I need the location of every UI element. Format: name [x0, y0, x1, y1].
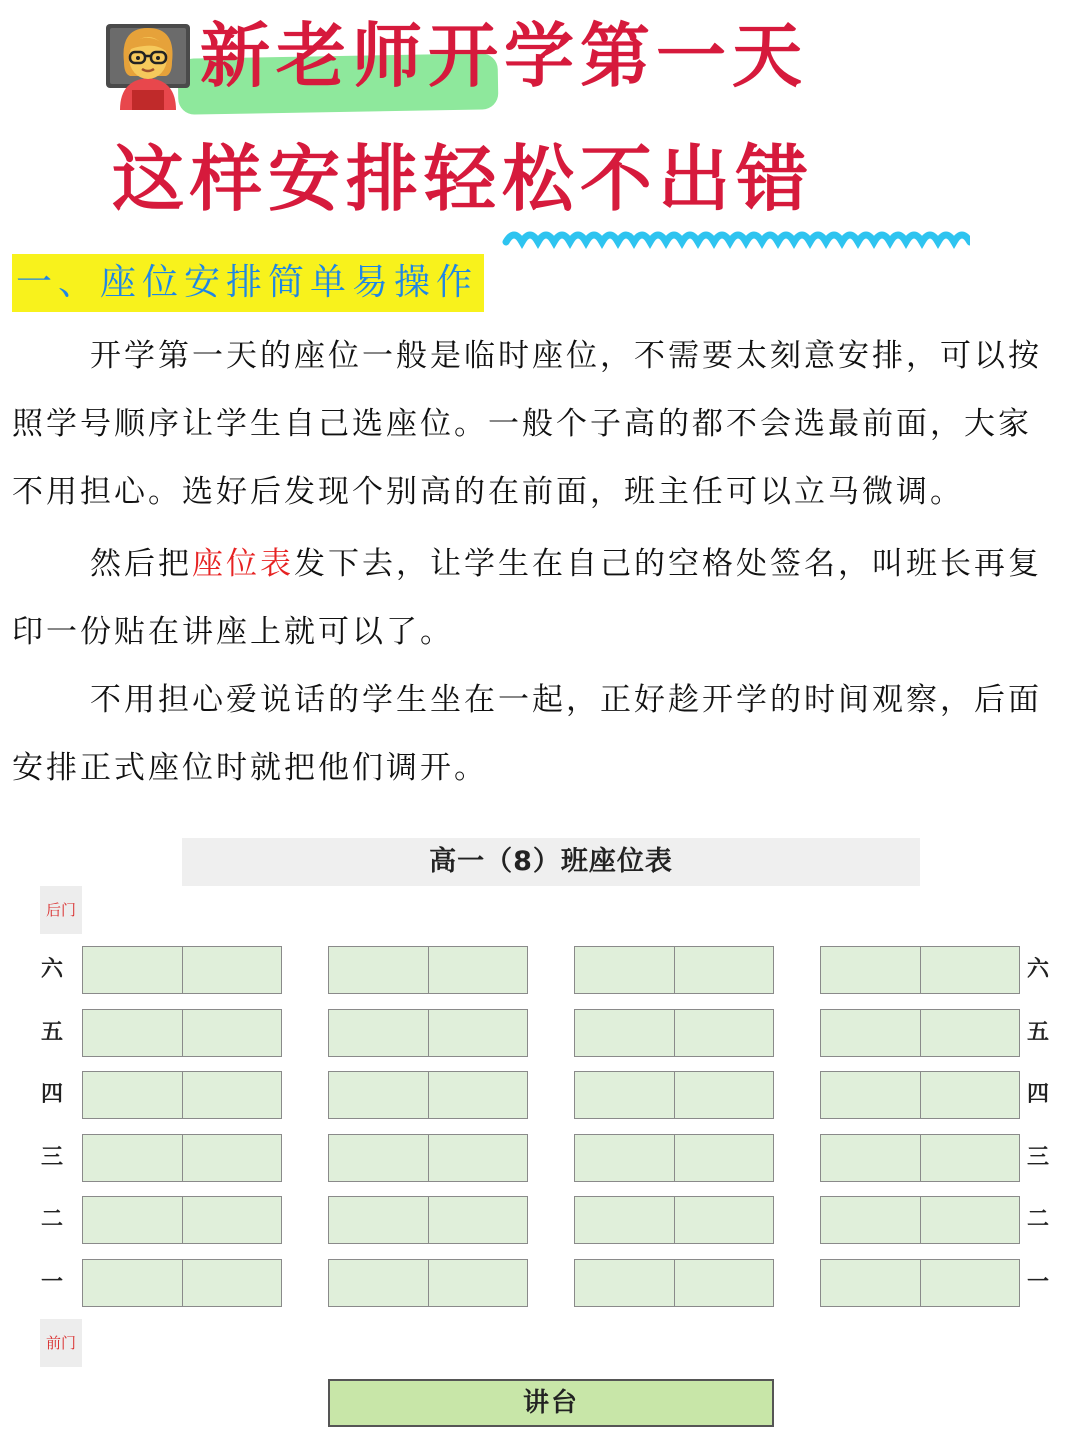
seat-cell[interactable]: [675, 1072, 774, 1118]
row-label-left: 六: [40, 957, 63, 982]
seat-cell[interactable]: [921, 1260, 1020, 1306]
paragraph-2: [12, 530, 1062, 666]
teacher-emoji-icon: [100, 14, 196, 110]
back-door-label: 后门: [40, 886, 82, 934]
seat-cell[interactable]: [83, 947, 183, 993]
paragraph-1: 开学第一天的座位一般是临时座位，不需要太刻意安排，可以按照学号顺序让学生自己选座位。一般个子高的都不会选最前面，大家不用担心。选好后发现个别高的在前面，班主任可以立马微调。: [12, 338, 1042, 510]
seat-cell[interactable]: [821, 1010, 921, 1056]
seat-cell[interactable]: [83, 1135, 183, 1181]
seat-cell[interactable]: [675, 947, 774, 993]
row-label-right: 二: [1026, 1207, 1049, 1233]
seat-cell[interactable]: [83, 1010, 183, 1056]
row-label-right: 五: [1026, 1019, 1049, 1045]
paragraph-2-end: 发下去，让学生在自己的空格处签名，叫班长再复印一份贴在讲座上就可以了。: [12, 546, 1042, 650]
seat-cell[interactable]: [83, 1072, 183, 1118]
row-label-right: 六: [1026, 957, 1049, 982]
seating-chart-emphasis: 座位表: [192, 546, 294, 582]
seat-cell[interactable]: [675, 1260, 774, 1306]
desk-pair: [328, 1196, 528, 1244]
seat-cell[interactable]: [329, 1010, 429, 1056]
desk-pair: [328, 1071, 528, 1119]
seat-cell[interactable]: [429, 1135, 528, 1181]
row-label-left: 四: [40, 1082, 63, 1108]
title-line-1: 新老师开学第一天: [200, 15, 808, 97]
desk-pair: [820, 946, 1020, 994]
desk-pair: [820, 1259, 1020, 1307]
desk-pair: [328, 1134, 528, 1182]
seat-cell[interactable]: [429, 1010, 528, 1056]
desk-pair: [574, 1071, 774, 1119]
seat-cell[interactable]: [821, 1135, 921, 1181]
desk-pair: [574, 1134, 774, 1182]
seat-cell[interactable]: [329, 1260, 429, 1306]
desk-pair: [82, 1009, 282, 1057]
front-door-label: 前门: [40, 1319, 82, 1367]
seat-cell[interactable]: [575, 1010, 675, 1056]
desk-pair: [328, 1259, 528, 1307]
seat-cell[interactable]: [921, 1197, 1020, 1243]
seat-cell[interactable]: [329, 1135, 429, 1181]
row-label-left: 二: [40, 1207, 63, 1233]
desk-pair: [820, 1134, 1020, 1182]
seat-cell[interactable]: [429, 947, 528, 993]
seat-cell[interactable]: [575, 1260, 675, 1306]
desk-pair: [328, 946, 528, 994]
desk-pair: [82, 1196, 282, 1244]
desk-pair: [328, 1009, 528, 1057]
row-label-right: 四: [1026, 1082, 1049, 1108]
row-label-left: 三: [40, 1144, 63, 1170]
desk-pair: [820, 1196, 1020, 1244]
desk-pair: [82, 1259, 282, 1307]
seat-cell[interactable]: [429, 1072, 528, 1118]
seat-cell[interactable]: [921, 947, 1020, 993]
section-heading: 一、座位安排简单易操作: [16, 262, 479, 303]
row-label-left: 五: [40, 1019, 63, 1045]
desk-pair: [82, 946, 282, 994]
desk-pair: [574, 1009, 774, 1057]
seat-cell[interactable]: [83, 1260, 183, 1306]
paragraph-2-start: 然后把: [90, 546, 192, 582]
seat-cell[interactable]: [821, 947, 921, 993]
seat-cell[interactable]: [921, 1010, 1020, 1056]
seat-cell[interactable]: [329, 947, 429, 993]
seat-cell[interactable]: [329, 1197, 429, 1243]
wavy-underline: [500, 224, 970, 254]
seat-cell[interactable]: [921, 1072, 1020, 1118]
seat-cell[interactable]: [675, 1135, 774, 1181]
seat-cell[interactable]: [921, 1135, 1020, 1181]
desk-pair: [820, 1009, 1020, 1057]
desk-pair: [574, 946, 774, 994]
desk-pair: [574, 1196, 774, 1244]
seat-cell[interactable]: [575, 1197, 675, 1243]
row-label-left: 一: [40, 1270, 63, 1295]
seat-cell[interactable]: [83, 1197, 183, 1243]
seat-cell[interactable]: [183, 1010, 282, 1056]
seat-cell[interactable]: [821, 1197, 921, 1243]
seat-cell[interactable]: [429, 1260, 528, 1306]
seat-cell[interactable]: [183, 1135, 282, 1181]
desk-pair: [820, 1071, 1020, 1119]
seat-cell[interactable]: [575, 1135, 675, 1181]
seat-cell[interactable]: [575, 947, 675, 993]
desk-pair: [82, 1071, 282, 1119]
seat-cell[interactable]: [183, 947, 282, 993]
seat-cell[interactable]: [821, 1072, 921, 1118]
seat-cell[interactable]: [675, 1010, 774, 1056]
row-label-right: 三: [1026, 1144, 1049, 1170]
desk-pair: [574, 1259, 774, 1307]
seat-cell[interactable]: [429, 1197, 528, 1243]
seat-cell[interactable]: [183, 1260, 282, 1306]
row-label-right: 一: [1026, 1270, 1049, 1295]
seat-cell[interactable]: [183, 1197, 282, 1243]
seat-cell[interactable]: [183, 1072, 282, 1118]
seat-cell[interactable]: [821, 1260, 921, 1306]
seat-cell[interactable]: [329, 1072, 429, 1118]
paragraph-3: 不用担心爱说话的学生坐在一起，正好趁开学的时间观察，后面安排正式座位时就把他们调开。: [12, 682, 1042, 786]
seat-cell[interactable]: [575, 1072, 675, 1118]
seat-cell[interactable]: [675, 1197, 774, 1243]
desk-pair: [82, 1134, 282, 1182]
podium: 讲台: [328, 1379, 774, 1427]
title-line-2: 这样安排轻松不出错: [112, 137, 815, 221]
seating-chart-title: 高一（8）班座位表: [182, 838, 920, 886]
